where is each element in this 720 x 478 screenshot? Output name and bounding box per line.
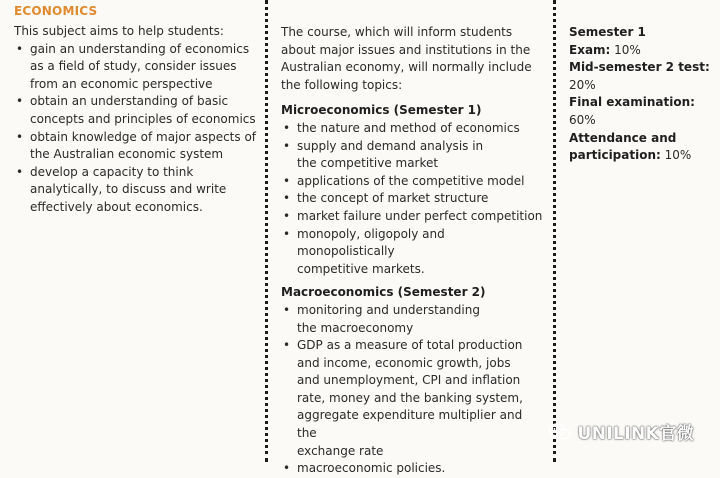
list-item-line: and unemployment, CPI and inflation [297, 373, 521, 388]
list-item-line: from an economic perspective [30, 76, 213, 91]
list-item [281, 460, 543, 478]
assessment-label: Final examination: [569, 95, 695, 110]
list-item-line: monopoly, oligopoly and monopolistically [297, 226, 445, 259]
list-item [281, 138, 543, 173]
intro-line: the following topics: [281, 77, 403, 92]
intro-line: Australian economy, will normally include [281, 60, 532, 75]
assessment-line [569, 77, 717, 95]
column-separator-2 [553, 0, 556, 462]
intro-line: about major issues and institutions in the [281, 42, 531, 57]
assessment-label: Exam: [569, 42, 611, 57]
list-item-line: macroeconomic policies. [297, 461, 446, 476]
topics-intro [281, 24, 543, 94]
topics-column [281, 0, 543, 478]
list-item-line: analytically, to discuss and write [30, 182, 227, 197]
list-item-line: the competitive market [297, 156, 439, 171]
assessment-value: 20% [569, 77, 596, 92]
assessment-line [569, 42, 717, 60]
list-item-line: monitoring and understanding [297, 302, 480, 317]
assessment-line [569, 59, 717, 77]
column-separator-1 [265, 0, 268, 462]
list-item [281, 302, 543, 337]
assessment-line [569, 130, 717, 148]
aims-intro: This subject aims to help students: [14, 24, 224, 38]
list-item-line: GDP as a measure of total production [297, 338, 523, 353]
macro-heading: Macroeconomics (Semester 2) [281, 285, 486, 300]
list-item [14, 129, 258, 164]
list-item-line: effectively about economics. [30, 199, 203, 214]
list-item-line: and income, economic growth, jobs [297, 355, 511, 370]
watermark [549, 419, 694, 444]
list-item-line: exchange rate [297, 443, 384, 458]
assessment-line [569, 147, 717, 165]
wechat-icon [549, 423, 571, 441]
micro-heading: Microeconomics (Semester 1) [281, 103, 482, 118]
list-item [281, 337, 543, 460]
intro-line: The course, which will inform students [281, 25, 513, 39]
list-item-line: the macroeconomy [297, 320, 414, 335]
list-item [14, 41, 258, 94]
macro-topics-list [281, 302, 543, 478]
list-item [281, 226, 543, 279]
list-item [281, 173, 543, 191]
assessment-label: Attendance and [569, 130, 677, 145]
list-item [14, 164, 258, 217]
semester-heading: Semester 1 [569, 25, 646, 39]
assessment-label: participation: [569, 148, 661, 163]
list-item-line: obtain an understanding of basic [30, 94, 229, 109]
section-heading: ECONOMICS [14, 4, 98, 18]
list-item-line: the concept of market structure [297, 191, 489, 206]
list-item [281, 190, 543, 208]
economics-aims-column [14, 0, 258, 217]
list-item [14, 93, 258, 128]
list-item-line: as a field of study, consider issues [30, 59, 237, 74]
assessment-value: 60% [569, 112, 596, 127]
assessment-column [569, 0, 717, 165]
list-item [281, 120, 543, 138]
list-item-line: market failure under perfect competition [297, 208, 543, 223]
list-item-line: competitive markets. [297, 261, 425, 276]
list-item-line: gain an understanding of economics [30, 41, 250, 56]
list-item-line: obtain knowledge of major aspects of [30, 129, 257, 144]
list-item-line: rate, money and the banking system, [297, 390, 523, 405]
assessment-value: 10% [610, 42, 641, 57]
list-item-line: supply and demand analysis in [297, 138, 484, 153]
assessment-label: Mid-semester 2 test: [569, 60, 710, 75]
watermark-text: UNILINK官微 [577, 424, 694, 444]
list-item-line: applications of the competitive model [297, 173, 525, 188]
list-item [281, 208, 543, 226]
assessment-lines [569, 42, 717, 165]
list-item-line: concepts and principles of economics [30, 111, 256, 126]
list-item-line: the Australian economic system [30, 147, 224, 162]
list-item-line: aggregate expenditure multiplier and the [297, 408, 523, 441]
aims-list [14, 41, 258, 217]
assessment-value: 10% [660, 148, 692, 163]
list-item-line: the nature and method of economics [297, 120, 520, 135]
assessment-line [569, 94, 717, 129]
list-item-line: develop a capacity to think [30, 164, 194, 179]
micro-topics-list [281, 120, 543, 278]
